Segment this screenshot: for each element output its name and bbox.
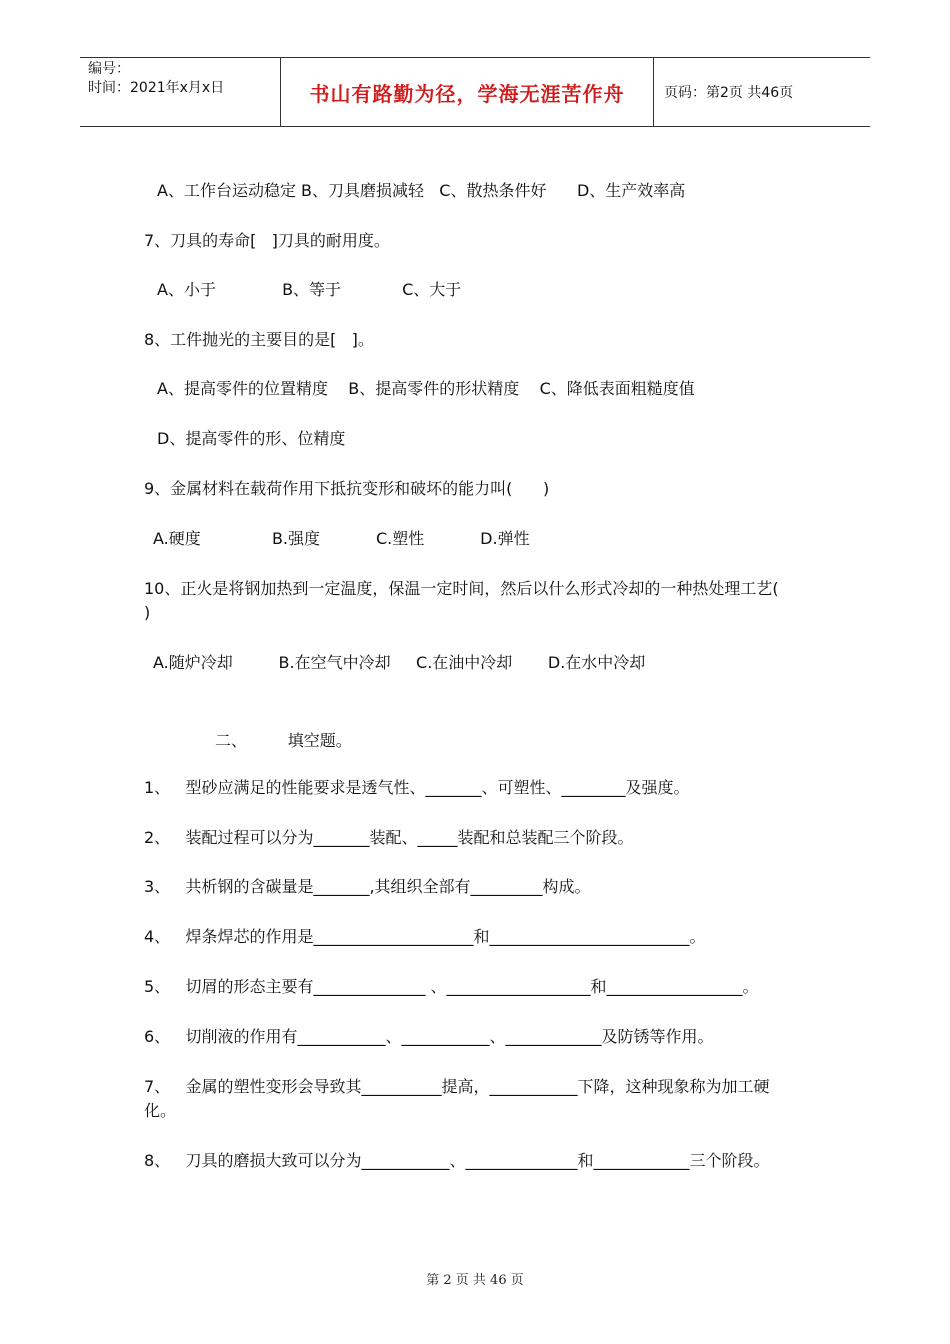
fill-item-5: 5、 切屑的形态主要有______________ 、__________________和_________________。 — [144, 977, 759, 996]
page-header — [80, 57, 870, 127]
question-9: 9、金属材料在载荷作用下抵抗变形和破坏的能力叫( ) — [144, 479, 550, 498]
page-footer: 第 2 页 共 46 页 — [426, 1273, 524, 1288]
question-7: 7、刀具的寿命[ ]刀具的耐用度。 — [144, 231, 390, 250]
fill-item-2: 2、 装配过程可以分为_______装配、_____装配和总装配三个阶段。 — [144, 828, 634, 847]
time-label: 时间：2021年x月x日 — [88, 80, 225, 96]
question-6-options: A、工作台运动稳定 B、刀具磨损减轻 C、散热条件好 D、生产效率高 — [157, 181, 686, 200]
section-title: 二、 填空题。 — [215, 731, 352, 750]
page-info: 页码：第2页 共46页 — [664, 85, 794, 101]
fill-item-7-cont: 化。 — [144, 1101, 177, 1120]
fill-item-7: 7、 金属的塑性变形会导致其__________提高，___________下降，这种现象称为加工硬 — [144, 1077, 770, 1096]
header-meta — [80, 58, 281, 126]
fill-item-1: 1、 型砂应满足的性能要求是透气性、_______、可塑性、________及强度。 — [144, 778, 690, 797]
question-10: 10、正火是将钢加热到一定温度，保温一定时间，然后以什么形式冷却的一种热处理工艺( — [144, 579, 779, 598]
question-7-options: A、小于 B、等于 C、大于 — [157, 280, 462, 299]
question-10-options: A.随炉冷却 B.在空气中冷却 C.在油中冷却 D.在水中冷却 — [153, 653, 646, 672]
question-8: 8、工件抛光的主要目的是[ ]。 — [144, 330, 374, 349]
question-8-option-d: D、提高零件的形、位精度 — [157, 429, 346, 448]
question-8-options-abc: A、提高零件的位置精度 B、提高零件的形状精度 C、降低表面粗糙度值 — [157, 379, 695, 398]
fill-item-6: 6、 切削液的作用有___________、___________、____________及防锈等作用。 — [144, 1027, 714, 1046]
motto: 书山有路勤为径，学海无涯苦作舟 — [281, 58, 654, 126]
fill-item-8: 8、 刀具的磨损大致可以分为___________、______________和____________三个阶段。 — [144, 1151, 770, 1170]
serial-label: 编号： — [88, 61, 130, 77]
fill-item-4: 4、 焊条焊芯的作用是____________________和_________________________。 — [144, 927, 706, 946]
question-10-cont: ) — [144, 603, 151, 622]
fill-item-3: 3、 共析钢的含碳量是_______,其组织全部有_________构成。 — [144, 877, 591, 896]
question-9-options: A.硬度 B.强度 C.塑性 D.弹性 — [153, 529, 530, 548]
